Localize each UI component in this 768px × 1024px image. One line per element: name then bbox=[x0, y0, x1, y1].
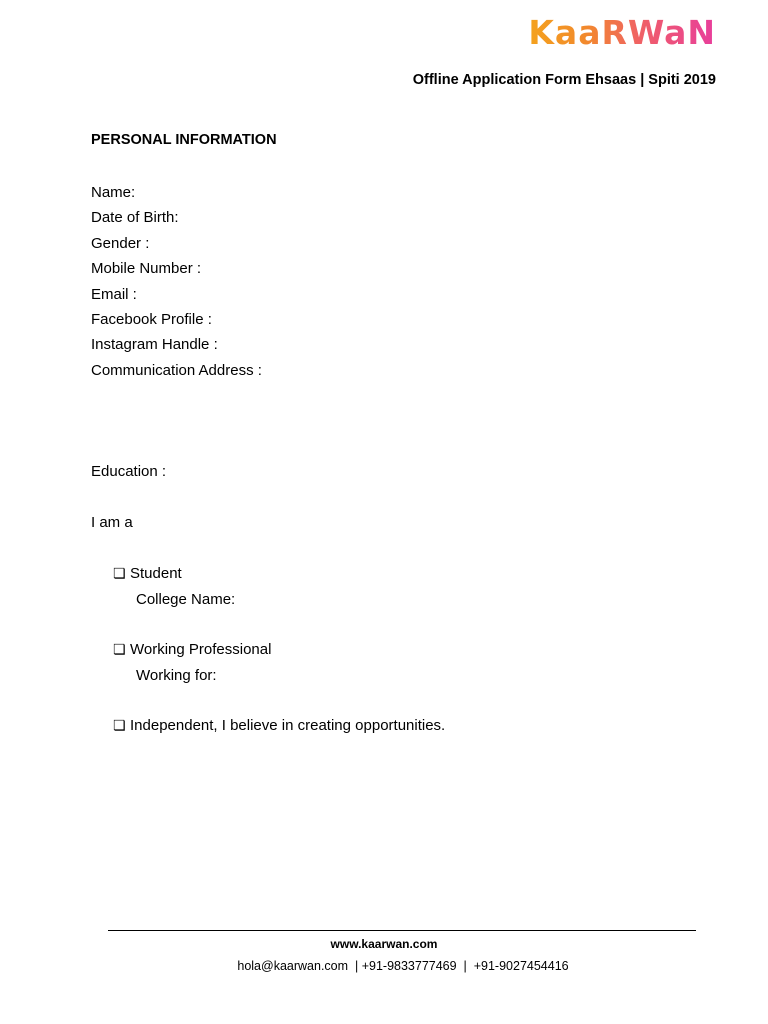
field-gender-label: Gender : bbox=[91, 234, 150, 252]
option-working-professional[interactable] bbox=[113, 637, 271, 689]
personal-fields-list bbox=[91, 180, 262, 383]
education-label: Education : bbox=[91, 463, 167, 480]
option-student-label: Student bbox=[130, 565, 182, 582]
option-working-professional-label: Working Professional bbox=[130, 641, 272, 658]
i-am-a-label: I am a bbox=[91, 514, 133, 531]
option-student[interactable] bbox=[113, 561, 235, 613]
form-title: Offline Application Form Ehsaas | Spiti 2019 bbox=[412, 72, 716, 88]
checkbox-icon[interactable]: ❏ bbox=[113, 718, 126, 734]
checkbox-icon[interactable]: ❏ bbox=[113, 566, 126, 582]
field-mobile-number-label: Mobile Number : bbox=[91, 260, 202, 278]
footer-contact-info: hola@kaarwan.com | +91-9833777469 | +91-9027454416 bbox=[237, 959, 569, 973]
footer-divider bbox=[108, 930, 696, 931]
field-communication-address-label: Communication Address : bbox=[91, 361, 262, 379]
checkbox-icon[interactable]: ❏ bbox=[113, 642, 126, 658]
field-name-label: Name: bbox=[91, 184, 136, 201]
section-heading-personal-information: PERSONAL INFORMATION bbox=[91, 132, 277, 148]
working-for-label: Working for: bbox=[136, 667, 217, 685]
option-independent-label: Independent, I believe in creating opportunities. bbox=[130, 717, 446, 734]
field-instagram-handle-label: Instagram Handle : bbox=[91, 336, 218, 354]
footer-website[interactable]: www.kaarwan.com bbox=[330, 937, 438, 951]
college-name-label: College Name: bbox=[136, 591, 236, 609]
kaarwan-logo: KaaRWaN bbox=[528, 10, 716, 56]
field-date-of-birth-label: Date of Birth: bbox=[91, 209, 179, 227]
field-email-label: Email : bbox=[91, 285, 137, 303]
field-facebook-profile-label: Facebook Profile : bbox=[91, 311, 212, 329]
option-independent[interactable] bbox=[113, 713, 445, 739]
